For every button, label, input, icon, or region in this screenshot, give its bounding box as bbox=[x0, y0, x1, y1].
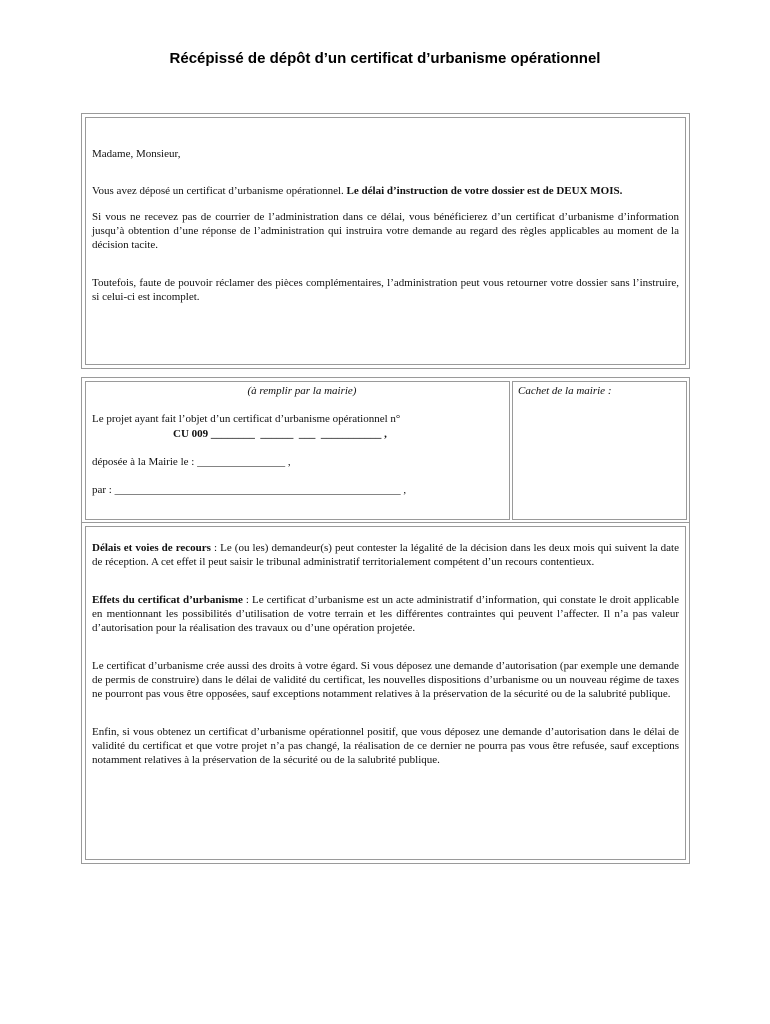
letter-box bbox=[81, 113, 690, 369]
mairie-fill-cell bbox=[85, 381, 510, 520]
recours-paragraph: Délais et voies de recours : Le (ou les) demandeur(s) peut contester la légalité de la décision dans les deux mois qui suivent la date de réception. A cet effet il peut saisir le tribunal administratif territorialement compétent d’un recours contentieux. bbox=[92, 542, 679, 568]
instruction-paragraph: Vous avez déposé un certificat d’urbanisme opérationnel. Le délai d’instruction de votre dossier est de DEUX MOIS. bbox=[92, 185, 623, 197]
enfin-paragraph: Enfin, si vous obtenez un certificat d’urbanisme opérationnel positif, que vous déposez une demande d’autorisation dans le délai de validité du certificat et que votre projet n’a pas changé, la réalisation de ce dernier ne pourra pas vous être refusée, sauf exceptions notamment relatives à la préservation de la sécurité ou de la salubrité publique. bbox=[92, 726, 679, 766]
info-box bbox=[81, 522, 690, 864]
deposit-date-field: déposée à la Mairie le : ________________ , bbox=[92, 456, 291, 468]
tacit-decision-paragraph: Si vous ne recevez pas de courrier de l’administration dans ce délai, vous bénéficierez d’un certificat d’urbanisme d’information jusqu’à obtention d’une réponse de l’administration qui instruira votre demande au regard des règles applicables au moment de la décision tacite. bbox=[92, 211, 679, 251]
page-title: Récépissé de dépôt d’un certificat d’urbanisme opérationnel bbox=[169, 50, 601, 67]
cachet-cell bbox=[512, 381, 687, 520]
effets-paragraph: Effets du certificat d’urbanisme : Le certificat d’urbanisme est un acte administratif d’information, qui constate le droit applicable en mentionnant les possibilités d’utilisation de votre terrain et les différentes contraintes qui peuvent l’affecter. Il n’a pas valeur d’autorisation pour la réalisation des travaux ou d’une opération projetée. bbox=[92, 594, 679, 634]
incomplete-dossier-paragraph: Toutefois, faute de pouvoir réclamer des pièces complémentaires, l’administration peut vous retourner votre dossier sans l’instruire, si celui-ci est incomplet. bbox=[92, 277, 679, 303]
cu-number-field: CU 009 ________ ______ ___ ___________ , bbox=[173, 428, 387, 440]
project-line: Le projet ayant fait l’objet d’un certificat d’urbanisme opérationnel n° bbox=[92, 413, 401, 425]
cachet-label: Cachet de la mairie : bbox=[518, 385, 612, 397]
depositor-field: par : ____________________________________________________ , bbox=[92, 484, 407, 496]
mairie-header: (à remplir par la mairie) bbox=[247, 385, 357, 397]
greeting: Madame, Monsieur, bbox=[92, 148, 181, 160]
droits-paragraph: Le certificat d’urbanisme crée aussi des droits à votre égard. Si vous déposez une demande d’autorisation (par exemple une demande de permis de construire) dans le délai de validité du certificat, les nouvelles dispositions d’urbanisme ou un nouveau régime de taxes ne pourront pas vous être opposées, sauf exceptions notamment relatives à la préservation de la sécurité ou de la salubrité publique. bbox=[92, 660, 679, 700]
mairie-box bbox=[81, 377, 690, 523]
